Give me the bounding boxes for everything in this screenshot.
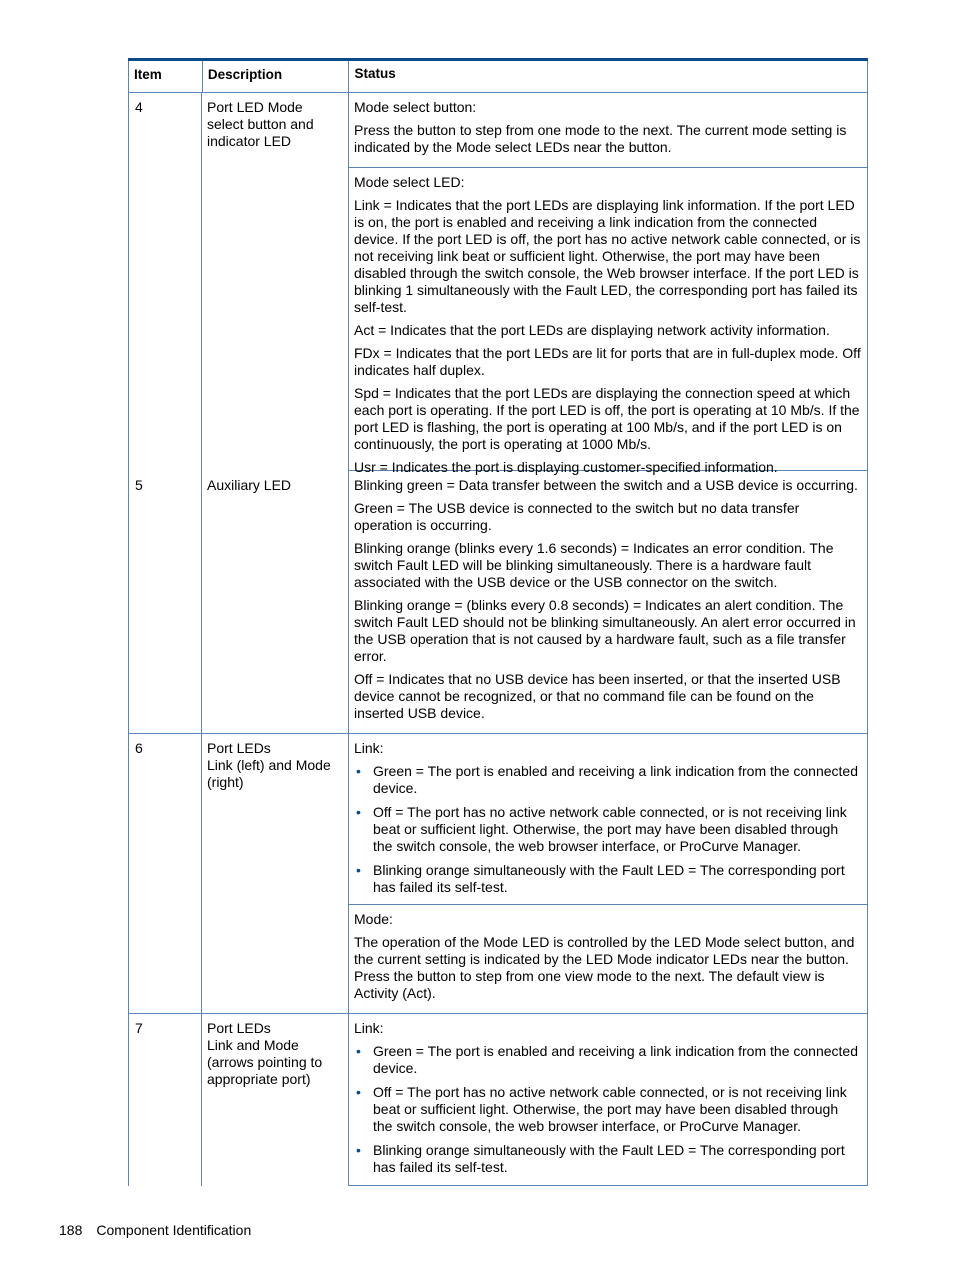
bullet-text: Blinking orange simultaneously with the Fault LED = The corresponding port has failed its self-test. [373,862,845,895]
bullet-text: Off = The port has no active network cable connected, or is not receiving link beat or sufficient light. Otherwise, the port may have been disabled through the switch console, the web browser interface, or ProCurve Manager. [373,1084,847,1134]
description-line: Link (left) and Mode (right) [207,757,331,790]
status-paragraph: Press the button to step from one mode to the next. The current mode setting is indicated by the Mode select LEDs near the button. [354,122,847,155]
status-lead: Mode select button: [354,99,477,115]
table-row-6 [128,734,868,1014]
bullet-icon: • [356,1084,361,1100]
item-cell: 7 [128,1014,202,1186]
table-row-4 [128,93,868,475]
status-cell-link [349,734,868,905]
table-row-5 [128,471,868,734]
list-item [354,1043,861,1077]
bullet-icon: • [356,862,361,878]
status-paragraph: Act = Indicates that the port LEDs are displaying network activity information. [354,322,830,338]
status-lead: Mode: [354,911,393,927]
status-paragraph: Link = Indicates that the port LEDs are displaying link information. If the port LED is on, the port is enabled and receiving a link indication from the connected device. If the port LED is off, the port has no active network cable connected, or is not receiving link beat or sufficient light. Otherwise, the port may have been disabled through the switch console, the Web browser interface. If the port LED is blinking 1 simultaneously with the Fault LED, the corresponding port has failed its self-test. [354,197,861,315]
list-item [354,763,861,797]
header-description: Description [203,61,350,92]
header-status: Status [354,66,396,81]
status-paragraph: Green = The USB device is connected to the switch but no data transfer operation is occurring. [354,500,800,533]
description-cell [202,1014,349,1186]
list-item [354,1084,861,1135]
bullet-icon: • [356,804,361,820]
link-bullet-list [354,1043,861,1176]
bullet-text: Blinking orange simultaneously with the Fault LED = The corresponding port has failed its self-test. [373,1142,845,1175]
page-footer [59,1222,251,1238]
page-number: 188 [59,1222,83,1238]
table-row-7 [128,1014,868,1186]
bullet-icon: • [356,1043,361,1059]
status-paragraph: Blinking orange (blinks every 1.6 seconds) = Indicates an error condition. The switch Fault LED will be blinking simultaneously. There is a hardware fault associated with the USB device or the USB connector on the switch. [354,540,834,590]
status-cell-auxiliary-led [349,471,868,734]
description-line: Port LEDs [207,1020,271,1036]
status-paragraph: Blinking green = Data transfer between the switch and a USB device is occurring. [354,477,858,493]
status-paragraph: Spd = Indicates that the port LEDs are displaying the connection speed at which each port is operating. If the port LED is off, the port is operating at 10 Mb/s. If the port LED is flashing, the port is operating at 100 Mb/s, and if the port LED is on continuously, the port is operating at 1000 Mb/s. [354,385,860,452]
status-cell-link [349,1014,868,1186]
status-cell-mode-led [349,168,868,475]
status-paragraph: FDx = Indicates that the port LEDs are lit for ports that are in full-duplex mode. Off indicates half duplex. [354,345,861,378]
list-item [354,862,861,896]
item-cell: 5 [128,471,202,734]
status-paragraph: The operation of the Mode LED is controlled by the LED Mode select button, and the current setting is indicated by the LED Mode indicator LEDs near the button. Press the button to step from one view mode to the next. The default view is Activity (Act). [354,934,855,1001]
list-item [354,804,861,855]
bullet-icon: • [356,1142,361,1158]
led-status-table [128,58,868,1186]
description-cell: Auxiliary LED [202,471,349,734]
status-paragraph: Usr = Indicates the port is displaying customer-specified information. [354,459,778,475]
bullet-text: Off = The port has no active network cable connected, or is not receiving link beat or sufficient light. Otherwise, the port may have been disabled through the switch console, the web browser interface, or ProCurve Manager. [373,804,847,854]
bullet-icon: • [356,763,361,779]
status-paragraph: Off = Indicates that no USB device has been inserted, or that the inserted USB device cannot be recognized, or that no command file can be found on the inserted USB device. [354,671,841,721]
description-cell: Port LED Mode select button and indicator LED [202,93,349,471]
table-header-row [128,61,868,93]
description-line: Link and Mode (arrows pointing to appropriate port) [207,1037,323,1087]
item-cell: 6 [128,734,202,1014]
description-line: Port LEDs [207,740,271,756]
list-item [354,1142,861,1176]
link-bullet-list [354,763,861,896]
bullet-text: Green = The port is enabled and receiving a link indication from the connected device. [373,763,858,796]
status-paragraph: Blinking orange = (blinks every 0.8 seconds) = Indicates an alert condition. The switch Fault LED should not be blinking simultaneously. An alert error occurred in the USB operation that is not caused by a hardware fault, such as a file transfer error. [354,597,856,664]
header-item: Item [129,61,203,92]
bullet-text: Green = The port is enabled and receiving a link indication from the connected device. [373,1043,858,1076]
status-cell-mode-button [349,93,868,168]
status-lead: Link: [354,1020,384,1036]
status-cell-mode [349,905,868,1014]
status-lead: Mode select LED: [354,174,465,190]
item-cell: 4 [128,93,202,471]
section-title: Component Identification [96,1222,252,1238]
description-cell [202,734,349,1014]
status-lead: Link: [354,740,384,756]
